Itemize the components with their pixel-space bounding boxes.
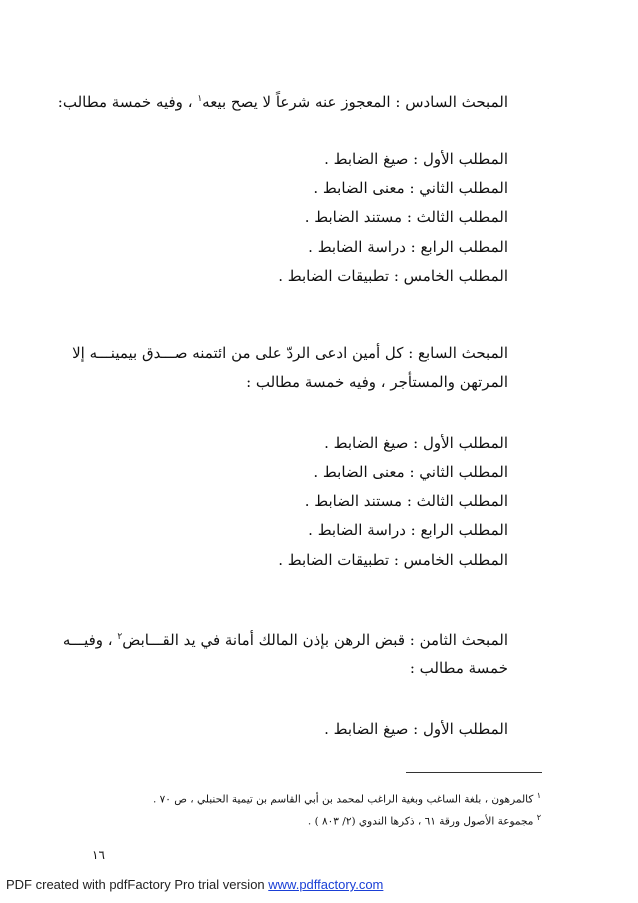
footnote-ref-1: ١	[197, 94, 203, 104]
section6-item-5: المطلب الخامس : تطبيقات الضابط .	[278, 267, 508, 285]
section7-heading-line1: المبحث السابع : كل أمين ادعى الردّ على من ائتمنه صـــدق بيمينـــه إلا	[72, 344, 508, 362]
pdf-creator-footer	[0, 874, 383, 896]
footnote-divider	[406, 772, 542, 773]
section7-item-2: المطلب الثاني : معنى الضابط .	[313, 463, 508, 481]
section7-item-3: المطلب الثالث : مستند الضابط .	[304, 492, 508, 510]
footer-link[interactable]: www.pdffactory.com	[268, 877, 384, 892]
footnote-ref-2: ٢	[117, 632, 123, 642]
section6-heading-rest: ، وفيه خمسة مطالب:	[57, 93, 198, 111]
section6-item-1: المطلب الأول : صيغ الضابط .	[324, 150, 508, 168]
section8-heading-rest: ، وفيـــه	[62, 631, 118, 649]
section8-heading-line1	[63, 626, 508, 651]
section7-item-5: المطلب الخامس : تطبيقات الضابط .	[278, 551, 508, 569]
footer-text: PDF created with pdfFactory Pro trial version	[6, 877, 269, 892]
section7-item-4: المطلب الرابع : دراسة الضابط .	[308, 521, 508, 539]
section8-heading-line2: خمسة مطالب :	[409, 659, 508, 677]
footnote-1	[153, 788, 541, 808]
footnote-2-text: مجموعة الأصول ورقة ٦١ ، ذكرها الندوي (٢/ ٨٠٣ ) .	[307, 815, 534, 828]
section6-item-3: المطلب الثالث : مستند الضابط .	[304, 208, 508, 226]
section6-heading-text: المبحث السادس : المعجوز عنه شرعاً لا يصح بيعه	[202, 93, 508, 111]
footnote-2	[308, 810, 541, 830]
section6-heading	[58, 88, 508, 113]
section7-item-1: المطلب الأول : صيغ الضابط .	[324, 434, 508, 452]
section6-item-4: المطلب الرابع : دراسة الضابط .	[308, 238, 508, 256]
footnote-2-number: ٢	[536, 813, 541, 822]
section8-item-1: المطلب الأول : صيغ الضابط .	[324, 720, 508, 738]
footnote-1-number: ١	[536, 791, 541, 800]
section8-heading-text: المبحث الثامن : قبض الرهن بإذن المالك أمانة في يد القـــابض	[122, 631, 508, 649]
section6-item-2: المطلب الثاني : معنى الضابط .	[313, 179, 508, 197]
footnote-1-text: كالمرهون ، بلغة الساغب وبغية الراغب لمحمد بن أبي القاسم بن تيمية الحنبلي ، ص ٧٠ .	[152, 793, 534, 806]
section7-heading-line2: المرتهن والمستأجر ، وفيه خمسة مطالب :	[246, 373, 508, 391]
page-number: ١٦	[92, 848, 105, 862]
